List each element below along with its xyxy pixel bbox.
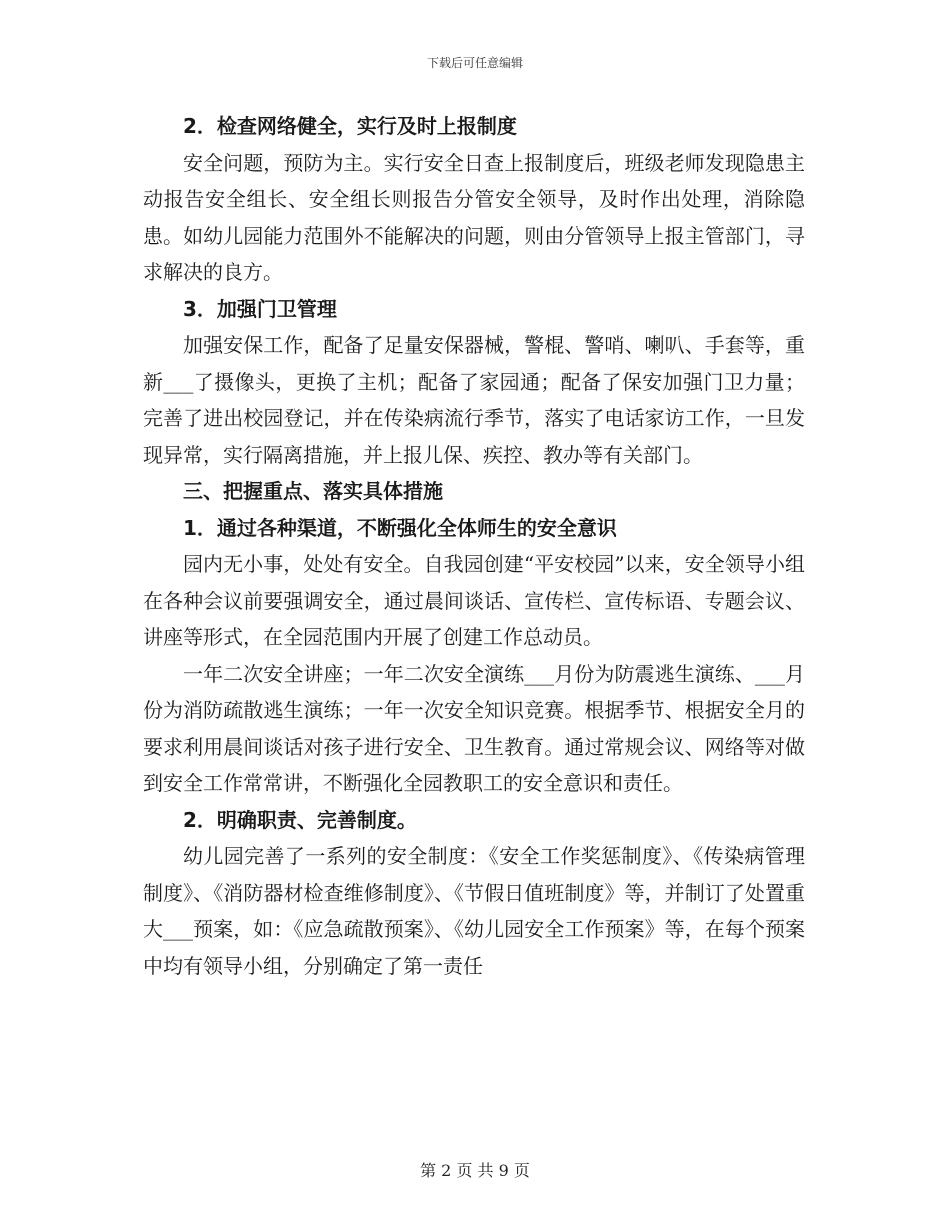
- paragraph: 加强安保工作，配备了足量安保器械，警棍、警哨、喇叭、手套等，重新___了摄像头，更换了主机；配备了家园通；配备了保安加强门卫力量；完善了进出校园登记，并在传染病流行季节，落实了电话家访工作，一旦发现异常，实行隔离措施，并上报儿保、疾控、教办等有关部门。: [143, 333, 805, 467]
- section-heading: 2．明确职责、完善制度。: [183, 807, 417, 832]
- paragraph: 园内无小事，处处有安全。自我园创建“平安校园”以来，安全领导小组在各种会议前要强调安全，通过晨间谈话、宣传栏、宣传标语、专题会议、讲座等形式，在全园范围内开展了创建工作总动员。: [143, 552, 805, 649]
- section-heading: 2．检查网络健全，实行及时上报制度: [183, 114, 517, 138]
- paragraph: 安全问题，预防为主。实行安全日查上报制度后，班级老师发现隐患主动报告安全组长、安全组长则报告分管安全领导，及时作出处理，消除隐患。如幼儿园能力范围外不能解决的问题，则由分管领导上报主管部门，寻求解决的良方。: [143, 150, 805, 284]
- paragraph: 幼儿园完善了一系列的安全制度：《安全工作奖惩制度》、《传染病管理制度》、《消防器材检查维修制度》、《节假日值班制度》等，并制订了处置重大___预案，如：《应急疏散预案》、《幼儿园安全工作预案》等，在每个预案中均有领导小组，分别确定了第一责任: [143, 844, 805, 978]
- page-number: 第 2 页 共 9 页: [420, 1161, 530, 1180]
- paragraph: 一年二次安全讲座；一年二次安全演练___月份为防震逃生演练、___月份为消防疏散逃生演练；一年一次安全知识竞赛。根据季节、根据安全月的要求利用晨间谈话对孩子进行安全、卫生教育。通过常规会议、网络等对做到安全工作常常讲，不断强化全园教职工的安全意识和责任。: [143, 661, 805, 795]
- document-body: [143, 108, 805, 984]
- section-heading: 三、把握重点、落实具体措施: [183, 479, 443, 503]
- section-heading: 1．通过各种渠道，不断强化全体师生的安全意识: [183, 515, 617, 540]
- section-heading: 3．加强门卫管理: [183, 296, 337, 321]
- header-note: 下载后可任意编辑: [426, 56, 523, 70]
